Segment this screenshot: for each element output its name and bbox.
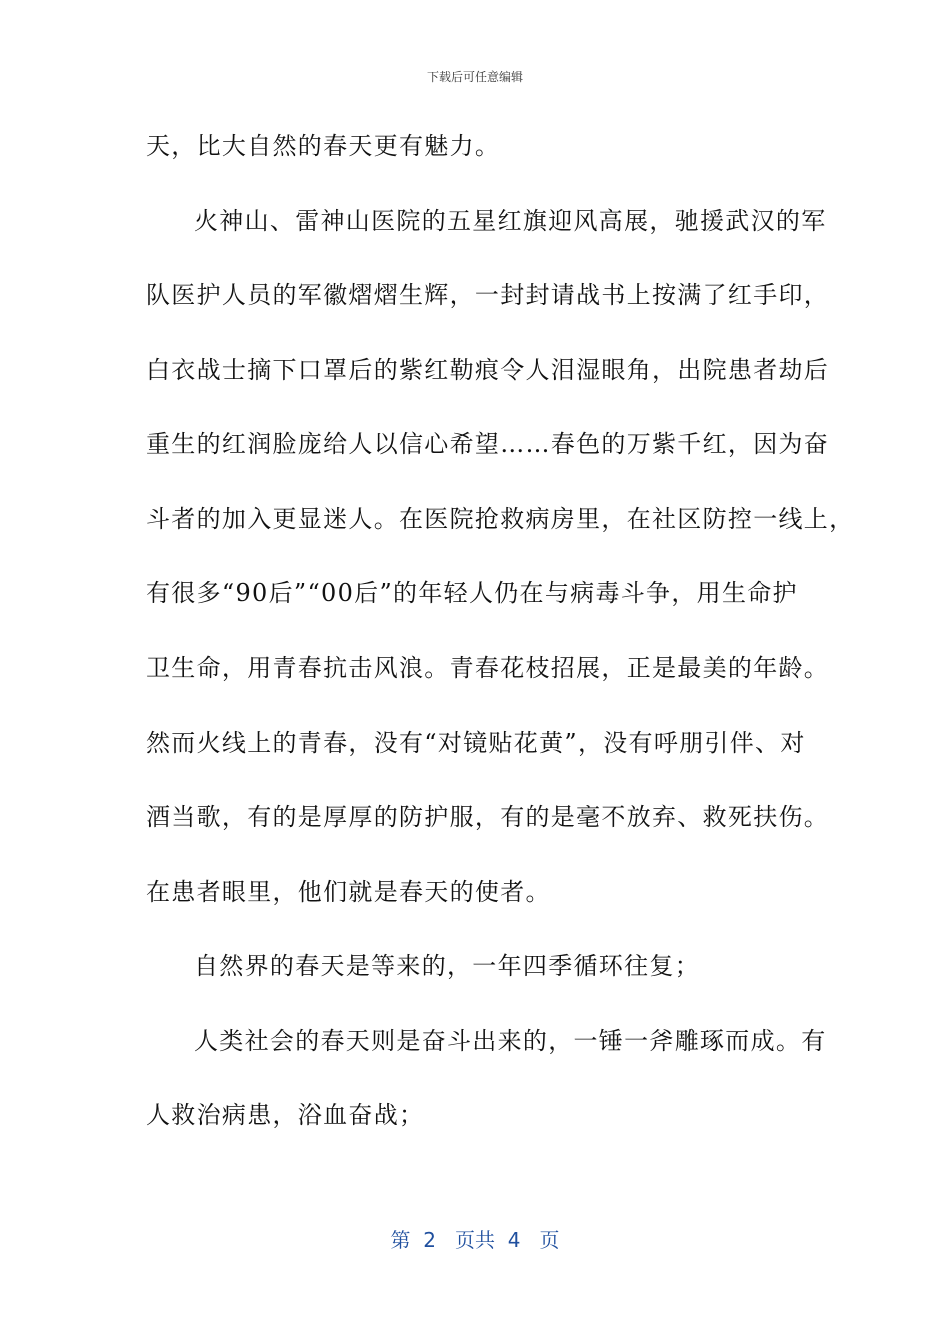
body-line: 然而火线上的青春，没有“对镜贴花黄”，没有呼朋引伴、对 bbox=[146, 729, 806, 757]
body-line: 人救治病患，浴血奋战； bbox=[146, 1101, 425, 1129]
body-line: 重生的红润脸庞给人以信心希望……春色的万紫千红，因为奋 bbox=[146, 430, 830, 458]
current-page: 2 bbox=[423, 1228, 436, 1252]
body-line: 酒当歌，有的是厚厚的防护服，有的是毫不放弃、救死扶伤。 bbox=[146, 803, 830, 831]
body-line: 自然界的春天是等来的，一年四季循环往复； bbox=[194, 952, 700, 980]
header-note: 下载后可任意编辑 bbox=[426, 70, 523, 84]
body-line: 卫生命，用青春抗击风浪。青春花枝招展，正是最美的年龄。 bbox=[146, 654, 830, 682]
body-line: 天，比大自然的春天更有魅力。 bbox=[146, 132, 501, 160]
body-line: 在患者眼里，他们就是春天的使者。 bbox=[146, 878, 551, 906]
page-suffix: 页 bbox=[539, 1228, 560, 1252]
body-line: 人类社会的春天则是奋斗出来的，一锤一斧雕琢而成。有 bbox=[194, 1027, 827, 1055]
total-pages: 4 bbox=[507, 1228, 521, 1252]
body-line: 队医护人员的军徽熠熠生辉，一封封请战书上按满了红手印， bbox=[146, 281, 830, 309]
body-line: 白衣战士摘下口罩后的紫红勒痕令人泪湿眼角，出院患者劫后 bbox=[146, 356, 830, 384]
page-prefix: 第 bbox=[390, 1228, 411, 1252]
body-line: 斗者的加入更显迷人。在医院抢救病房里，在社区防控一线上， bbox=[146, 505, 855, 533]
body-line: 火神山、雷神山医院的五星红旗迎风高展，驰援武汉的军 bbox=[194, 207, 827, 235]
page-mid: 页共 bbox=[455, 1228, 495, 1252]
body-line: 有很多“90后”“00后”的年轻人仍在与病毒斗争，用生命护 bbox=[146, 579, 798, 607]
page-number-footer bbox=[0, 1224, 950, 1253]
